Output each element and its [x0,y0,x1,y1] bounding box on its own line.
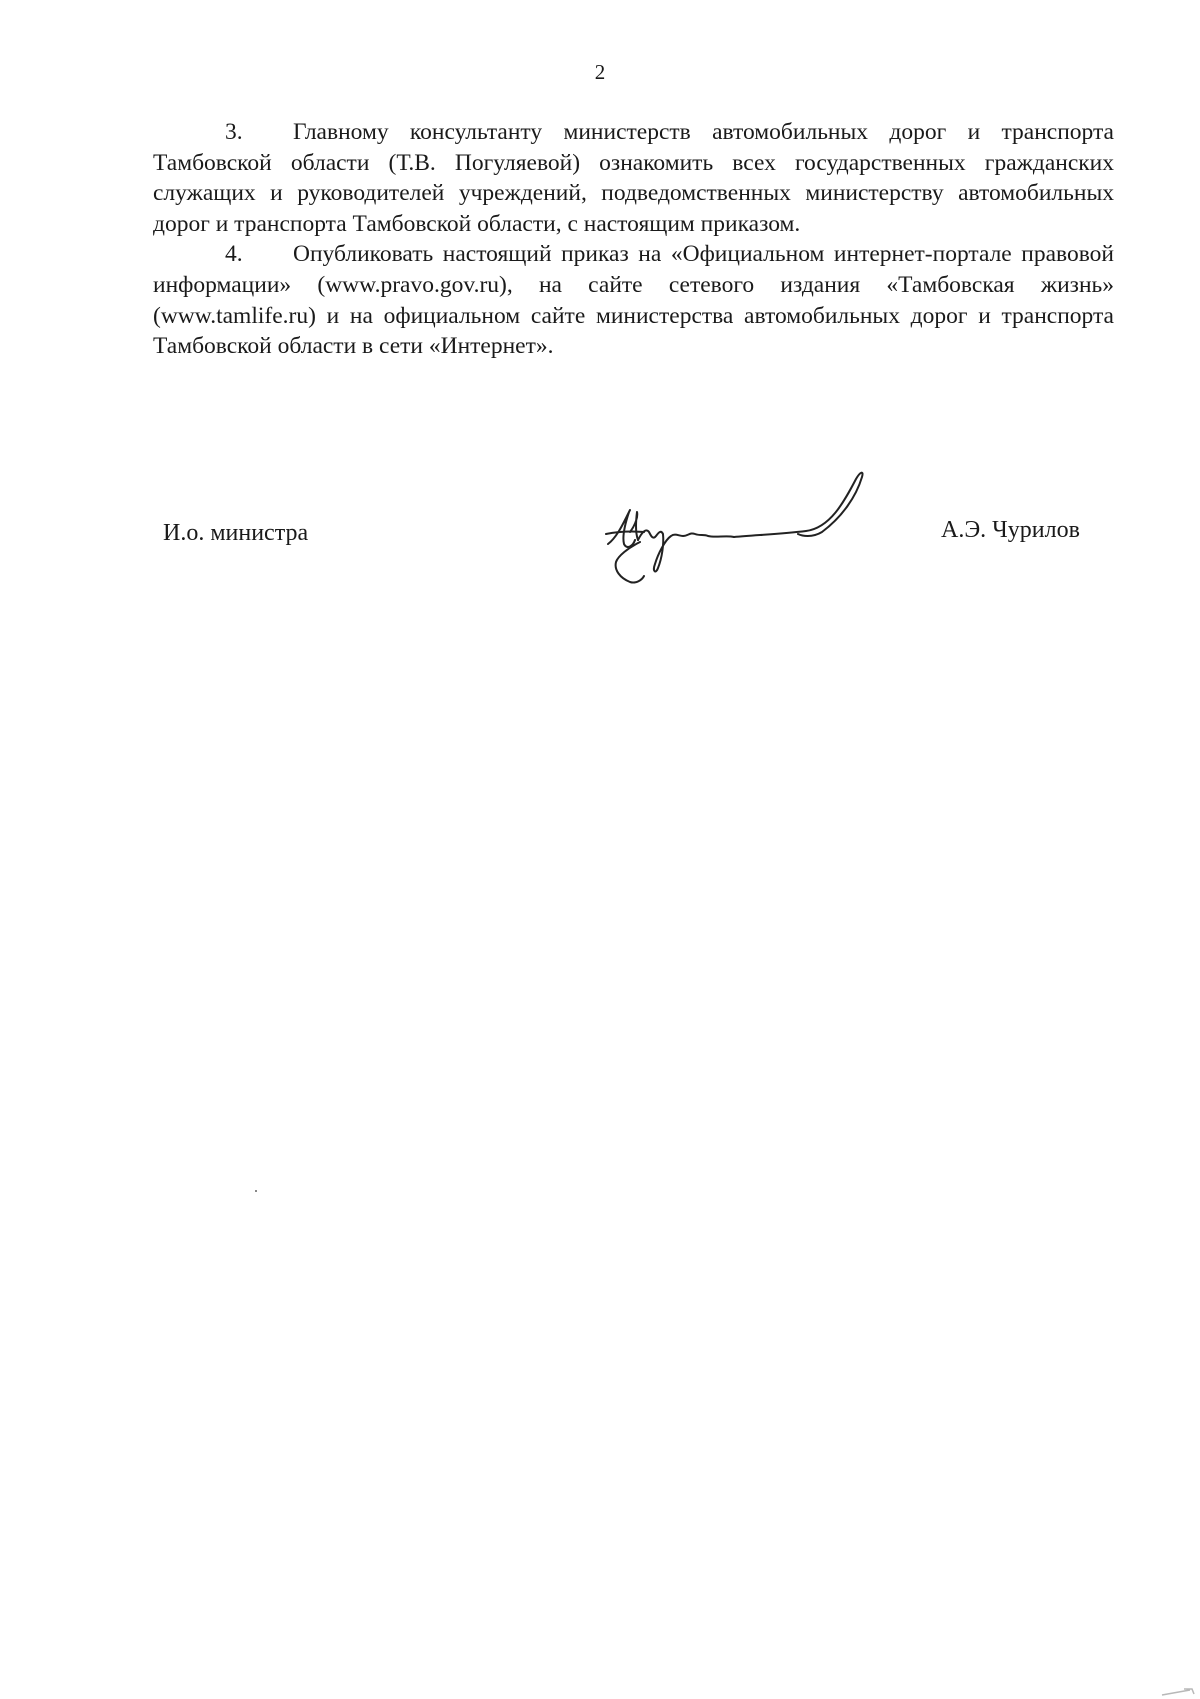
signatory-name: А.Э. Чурилов [941,517,1080,543]
handwritten-signature [600,462,900,597]
document-body [153,117,1114,362]
signatory-position: И.о. министра [163,520,309,546]
paragraph-3-text: Главному консультанту министерств автомобильных дорог и транспорта Тамбовской области (Т.В. Погуляевой) ознакомить всех государственных гражданских служащих и руководителей учреждений, подведомственных министерству автомобильных дорог и транспорта Тамбовской области, с настоящим приказом. [153,119,1114,237]
paragraph-3-number: 3. [225,119,243,145]
page-number: 2 [594,60,606,84]
scan-speck [255,1190,257,1192]
signature-block [0,462,1200,612]
paragraph-4-number: 4. [225,241,243,268]
paragraph-4-text: Опубликовать настоящий приказ на «Официальном интернет-портале правовой информации» (www.pravo.gov.ru), на сайте сетевого издания «Тамбовская жизнь» (www.tamlife.ru) и на официальном сайте министерства автомобильных дорог и транспорта Тамбовской области в сети «Интернет». [153,241,1114,360]
paragraph-3 [153,117,1114,239]
paragraph-4 [153,239,1114,361]
corner-scan-mark [1160,1688,1196,1696]
